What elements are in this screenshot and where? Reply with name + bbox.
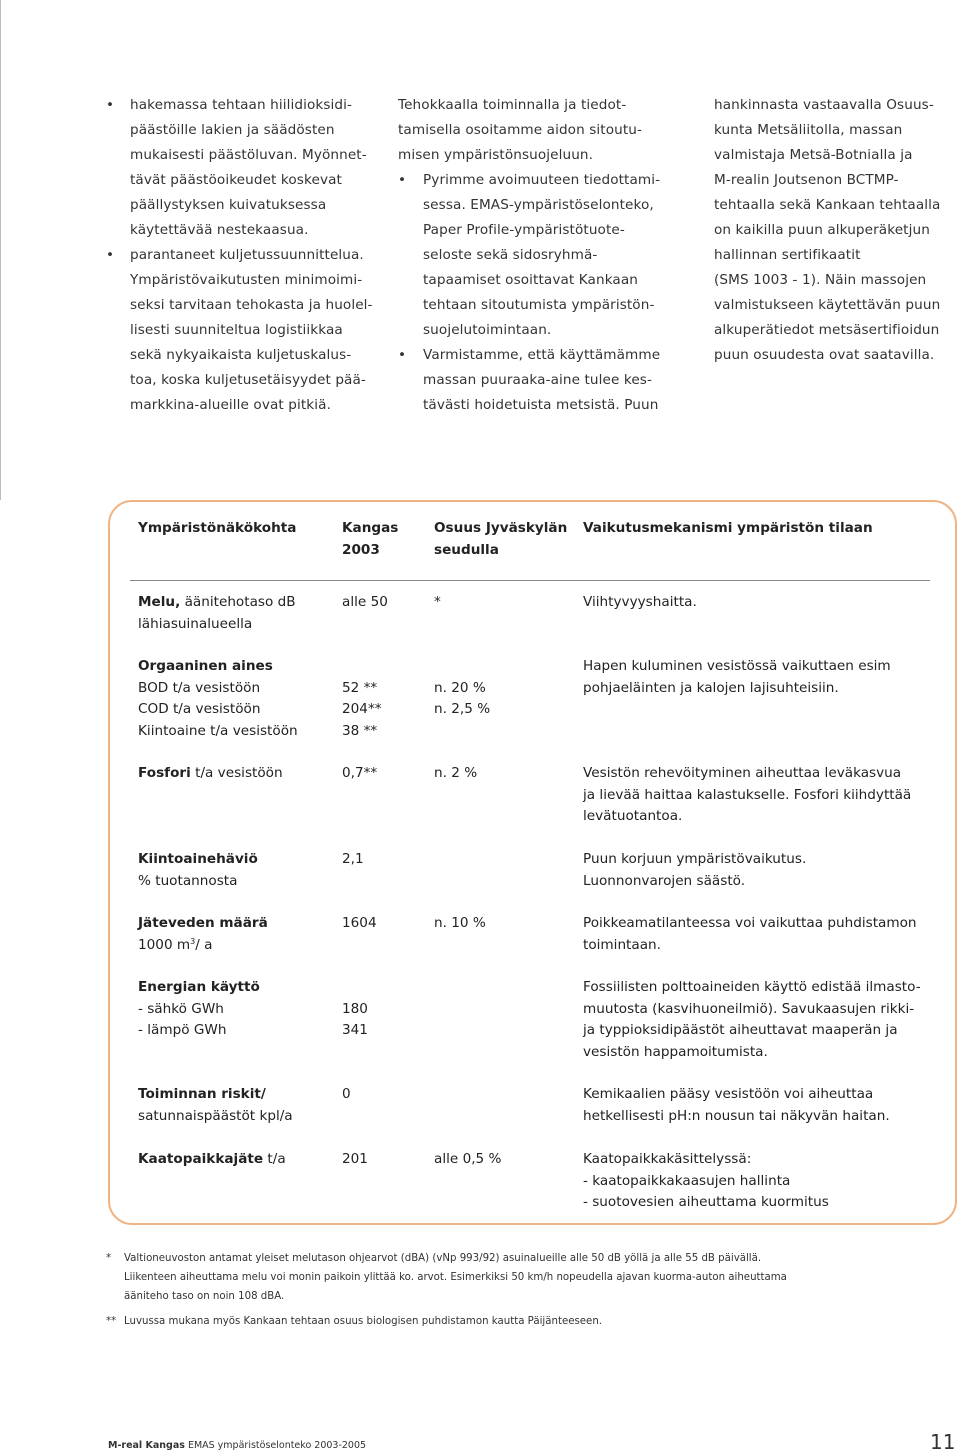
header-osuus: Osuus Jyväskylän seudulla: [434, 520, 568, 558]
text-line: seksi tarvitaan tehokasta ja huolel-: [130, 297, 373, 313]
bullet-icon: •: [398, 347, 407, 363]
text-line: • hakemassa tehtaan hiilidioksidi-: [130, 93, 370, 118]
text-line: (SMS 1003 - 1). Näin massojen: [714, 272, 927, 288]
text-line: kunta Metsäliitolla, massan: [714, 122, 903, 138]
row-kangas: alle 50: [342, 594, 388, 610]
row-mech: Fossiilisten polttoaineiden käyttö edistää ilmasto- muutosta (kasvihuoneilmiö). Savukaasujen rikki- ja typpioksidipäästöt aiheuttavat maaperän ja vesistön happamoitumista.: [583, 979, 921, 1060]
text-line: • Varmistamme, että käyttämämme: [398, 343, 668, 368]
text-line: massan puuraaka-aine tulee kes-: [423, 372, 652, 388]
row-osuus: n. 20 % n. 2,5 %: [434, 679, 491, 717]
row-mech: Hapen kuluminen vesistössä vaikuttaen esim pohjaeläinten ja kalojen lajisuhteisiin.: [583, 658, 891, 696]
footnote-1: Valtioneuvoston antamat yleiset melutason ohjearvot (dBA) (vNp 993/92) asuinalueille alle 50 dB yöllä ja alle 55 dB päivällä. Liikenteen aiheuttama melu voi monin paikoin ylittää ko. arvot. Esimerkiksi 50 km/h nopeudella ajavan kuorma-auton aiheuttama ääniteho taso on noin 108 dBA.: [124, 1253, 787, 1302]
text-line: M-realin Joutsenon BCTMP-: [714, 172, 899, 188]
row-osuus: alle 0,5 %: [434, 1151, 502, 1167]
text-line: valmistaja Metsä-Botnialla ja: [714, 147, 913, 163]
text-line: päällystyksen kuivatuksessa: [130, 197, 327, 213]
bullet-icon: •: [106, 97, 115, 113]
header-divider: [130, 580, 930, 581]
row-mech: Vesistön rehevöityminen aiheuttaa leväkasvua ja lievää haittaa kalastukselle. Fosfori kiihdyttää levätuotantoa.: [583, 765, 912, 824]
page-number: 11: [930, 1430, 956, 1454]
text-line: • Pyrimme avoimuuteen tiedottami-: [398, 168, 668, 193]
text-line: käytettävää nestekaasua.: [130, 222, 309, 238]
footer-brand: M-real Kangas EMAS ympäristöselonteko 2003-2005: [108, 1440, 367, 1451]
text-line: päästöille lakien ja säädösten: [130, 122, 335, 138]
text-line: hankinnasta vastaavalla Osuus-: [714, 97, 934, 113]
text-line: • parantaneet kuljetussuunnittelua.: [130, 243, 370, 268]
header-aspect: Ympäristönäkökohta: [138, 520, 297, 536]
row-kangas: 0,7**: [342, 765, 378, 781]
header-mechanism: Vaikutusmekanismi ympäristön tilaan: [583, 520, 873, 536]
row-aspect: Kaatopaikkajäte t/a: [138, 1151, 286, 1167]
text-line: hallinnan sertifikaatit: [714, 247, 861, 263]
bullet-icon: •: [106, 247, 115, 263]
text-line: sessa. EMAS-ympäristöselonteko,: [423, 197, 654, 213]
row-aspect: Energian käyttö - sähkö GWh - lämpö GWh: [138, 979, 260, 1038]
footnote-1-mark: *: [106, 1253, 112, 1264]
text-line: on kaikilla puun alkuperäketjun: [714, 222, 930, 238]
text-line: Tehokkaalla toiminnalla ja tiedot-: [398, 97, 627, 113]
row-mech: Kaatopaikkakäsittelyssä: - kaatopaikkakaasujen hallinta - suotovesien aiheuttama kuormitus: [583, 1151, 829, 1210]
text-line: tehtaan sitoutumista ympäristön-: [423, 297, 655, 313]
text-line: tävästi hoidetuista metsistä. Puun: [423, 397, 659, 413]
row-aspect: Jäteveden määrä 1000 $m^3/$ a: [138, 915, 268, 953]
text-line: puun osuudesta ovat saatavilla.: [714, 347, 935, 363]
footnote-2-mark: **: [106, 1316, 117, 1327]
page-edge-line: [0, 0, 1, 500]
text-line: Ympäristövaikutusten minimoimi-: [130, 272, 363, 288]
row-aspect: Kiintoainehäviö % tuotannosta: [138, 851, 258, 889]
row-aspect: Fosfori t/a vesistöön: [138, 765, 283, 781]
row-mech: Puun korjuun ympäristövaikutus. Luonnonvarojen säästö.: [583, 851, 807, 889]
row-osuus: n. 2 %: [434, 765, 478, 781]
text-line: alkuperätiedot metsäsertifioidun: [714, 322, 940, 338]
row-aspect: Orgaaninen aines BOD t/a vesistöön COD t/a vesistöön Kiintoaine t/a vesistöön: [138, 658, 298, 739]
text-line: lisesti suunniteltua logistiikkaa: [130, 322, 343, 338]
row-kangas: 2,1: [342, 851, 364, 867]
text-line: tapaamiset osoittavat Kankaan: [423, 272, 639, 288]
header-kangas: Kangas 2003: [342, 520, 399, 558]
text-line: markkina-alueille ovat pitkiä.: [130, 397, 332, 413]
row-osuus: n. 10 %: [434, 915, 486, 931]
row-kangas: 52 ** 204** 38 **: [342, 679, 382, 739]
row-kangas: 0: [342, 1086, 351, 1102]
row-kangas: 1604: [342, 915, 377, 931]
row-kangas: 180 341: [342, 1000, 368, 1038]
row-mech: Viihtyvyyshaitta.: [583, 594, 697, 610]
text-line: tävät päästöoikeudet koskevat: [130, 172, 342, 188]
footnote-2: Luvussa mukana myös Kankaan tehtaan osuus biologisen puhdistamon kautta Päijänteeseen.: [124, 1316, 603, 1327]
text-line: tehtaalla sekä Kankaan tehtaalla: [714, 197, 941, 213]
text-line: mukaisesti päästöluvan. Myönnet-: [130, 147, 367, 163]
text-line: tamisella osoitamme aidon sitoutu-: [398, 122, 643, 138]
text-line: toa, koska kuljetusetäisyydet pää-: [130, 372, 366, 388]
text-line: seloste sekä sidosryhmä-: [423, 247, 598, 263]
text-line: misen ympäristönsuojeluun.: [398, 147, 594, 163]
bullet-icon: •: [398, 172, 407, 188]
row-osuus: *: [434, 594, 441, 610]
text-line: Paper Profile-ympäristötuote-: [423, 222, 625, 238]
row-mech: Kemikaalien pääsy vesistöön voi aiheuttaa hetkellisesti pH:n nousun tai näkyvän haitan.: [583, 1086, 890, 1124]
row-kangas: 201: [342, 1151, 368, 1167]
text-column-2: [398, 93, 668, 418]
text-column-3: [714, 93, 954, 368]
row-aspect: Toiminnan riskit/ satunnaispäästöt kpl/a: [138, 1086, 293, 1124]
text-line: suojelutoimintaan.: [423, 322, 552, 338]
text-line: valmistukseen käytettävän puun: [714, 297, 941, 313]
text-line: sekä nykyaikaista kuljetuskalus-: [130, 347, 352, 363]
row-aspect: Melu, äänitehotaso dB lähiasuinalueella: [138, 594, 296, 632]
row-mech: Poikkeamatilanteessa voi vaikuttaa puhdistamon toimintaan.: [583, 915, 917, 953]
text-column-1: [106, 93, 373, 418]
